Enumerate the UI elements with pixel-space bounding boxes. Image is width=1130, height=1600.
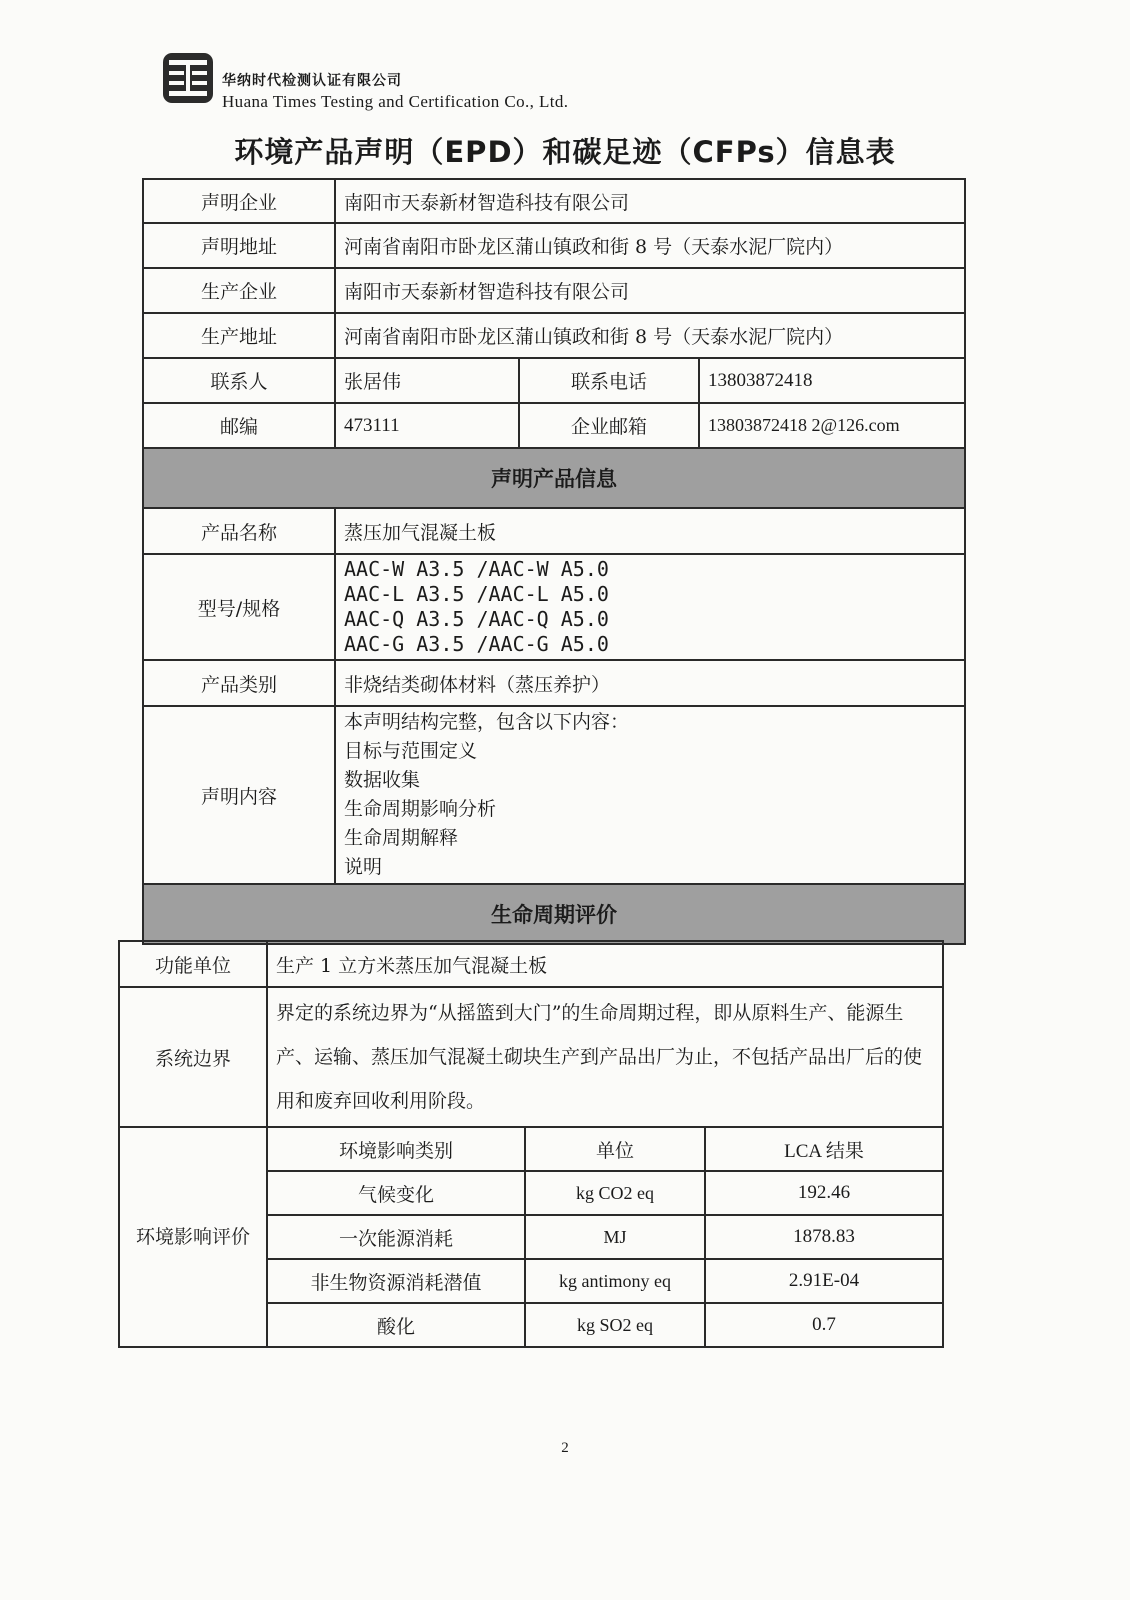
model-item: AAC-L A3.5 /AAC-L A5.0 xyxy=(344,582,609,606)
table-row xyxy=(143,179,965,223)
impact-category: 气候变化 xyxy=(267,1171,525,1215)
product-name-value: 蒸压加气混凝土板 xyxy=(335,508,965,554)
table-row xyxy=(143,268,965,313)
product-section-title: 声明产品信息 xyxy=(143,448,965,508)
functional-unit-label: 功能单位 xyxy=(119,941,267,987)
production-address-value: 河南省南阳市卧龙区蒲山镇政和街 8 号（天泰水泥厂院内） xyxy=(335,313,965,358)
content-item: 说明 xyxy=(344,856,383,878)
table-row xyxy=(119,987,943,1127)
model-item: AAC-W A3.5 /AAC-W A5.0 xyxy=(344,557,609,581)
system-boundary-label: 系统边界 xyxy=(119,987,267,1127)
lca-section-title: 生命周期评价 xyxy=(143,884,965,944)
page-number: 2 xyxy=(561,1440,569,1456)
company-name-cn: 华纳时代检测认证有限公司 xyxy=(222,73,402,89)
impact-header-result: LCA 结果 xyxy=(705,1127,943,1171)
production-company-value: 南阳市天泰新材智造科技有限公司 xyxy=(335,268,965,313)
declare-company-value: 南阳市天泰新材智造科技有限公司 xyxy=(335,179,965,223)
impact-header-row xyxy=(119,1127,943,1171)
impact-result: 2.91E-04 xyxy=(705,1259,943,1303)
impact-category: 一次能源消耗 xyxy=(267,1215,525,1259)
model-item: AAC-G A3.5 /AAC-G A5.0 xyxy=(344,632,609,656)
table-row xyxy=(143,508,965,554)
declare-address-label: 声明地址 xyxy=(143,223,335,268)
functional-unit-value: 生产 1 立方米蒸压加气混凝土板 xyxy=(267,941,943,987)
page-title: 环境产品声明（EPD）和碳足迹（CFPs）信息表 xyxy=(234,135,896,169)
declare-company-label: 声明企业 xyxy=(143,179,335,223)
email-value: 13803872418 2@126.com xyxy=(699,403,965,448)
company-product-table xyxy=(142,178,966,945)
phone-value: 13803872418 xyxy=(699,358,965,403)
impact-category: 非生物资源消耗潜值 xyxy=(267,1259,525,1303)
impact-assessment-label: 环境影响评价 xyxy=(119,1127,267,1347)
product-name-label: 产品名称 xyxy=(143,508,335,554)
model-item: AAC-Q A3.5 /AAC-Q A5.0 xyxy=(344,607,609,631)
content-item: 数据收集 xyxy=(344,769,421,791)
table-row xyxy=(143,884,965,944)
table-row xyxy=(143,358,965,403)
table-row xyxy=(143,554,965,660)
phone-label: 联系电话 xyxy=(519,358,699,403)
impact-unit: kg SO2 eq xyxy=(525,1303,705,1347)
category-value: 非烧结类砌体材料（蒸压养护） xyxy=(335,660,965,706)
email-label: 企业邮箱 xyxy=(519,403,699,448)
table-row xyxy=(143,403,965,448)
lca-table xyxy=(118,940,944,1348)
content-item: 目标与范围定义 xyxy=(344,740,478,762)
impact-header-category: 环境影响类别 xyxy=(267,1127,525,1171)
table-row xyxy=(143,313,965,358)
impact-category: 酸化 xyxy=(267,1303,525,1347)
production-company-label: 生产企业 xyxy=(143,268,335,313)
content-list xyxy=(335,706,965,884)
content-label: 声明内容 xyxy=(143,706,335,884)
impact-unit: MJ xyxy=(525,1215,705,1259)
content-item: 本声明结构完整，包含以下内容： xyxy=(344,711,630,733)
table-row xyxy=(143,223,965,268)
declare-address-value: 河南省南阳市卧龙区蒲山镇政和街 8 号（天泰水泥厂院内） xyxy=(335,223,965,268)
impact-result: 192.46 xyxy=(705,1171,943,1215)
table-row xyxy=(143,660,965,706)
impact-header-unit: 单位 xyxy=(525,1127,705,1171)
category-label: 产品类别 xyxy=(143,660,335,706)
content-item: 生命周期影响分析 xyxy=(344,798,497,820)
company-name-en: Huana Times Testing and Certification Co., Ltd. xyxy=(222,92,569,111)
model-label: 型号/规格 xyxy=(143,554,335,660)
content-item: 生命周期解释 xyxy=(344,827,459,849)
impact-result: 1878.83 xyxy=(705,1215,943,1259)
table-row xyxy=(119,941,943,987)
contact-value: 张居伟 xyxy=(335,358,519,403)
company-logo xyxy=(162,52,214,104)
production-address-label: 生产地址 xyxy=(143,313,335,358)
impact-unit: kg CO2 eq xyxy=(525,1171,705,1215)
system-boundary-value: 界定的系统边界为“从摇篮到大门”的生命周期过程，即从原料生产、能源生产、运输、蒸压加气混凝土砌块生产到产品出厂为止，不包括产品出厂后的使用和废弃回收利用阶段。 xyxy=(267,987,943,1127)
postcode-value: 473111 xyxy=(335,403,519,448)
impact-result: 0.7 xyxy=(705,1303,943,1347)
model-list xyxy=(335,554,965,660)
table-row xyxy=(143,448,965,508)
impact-unit: kg antimony eq xyxy=(525,1259,705,1303)
contact-label: 联系人 xyxy=(143,358,335,403)
table-row xyxy=(143,706,965,884)
postcode-label: 邮编 xyxy=(143,403,335,448)
